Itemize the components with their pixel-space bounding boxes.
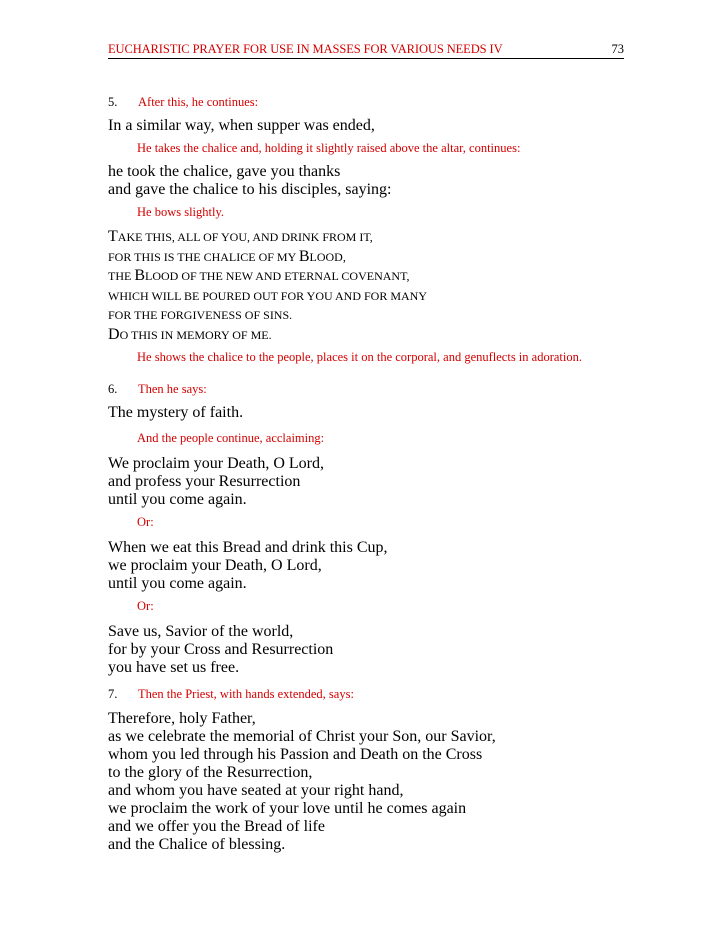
page-header — [108, 40, 624, 59]
consecration-line: DO THIS IN MEMORY OF ME. — [108, 326, 272, 343]
rubric: He bows slightly. — [137, 205, 225, 219]
prayer-line: and whom you have seated at your right hand, — [108, 782, 404, 799]
prayer-line: we proclaim the work of your love until he comes again — [108, 800, 467, 817]
rubric: Then he says: — [138, 382, 207, 396]
section-6-heading — [108, 382, 207, 397]
consecration-line: THE BLOOD OF THE NEW AND ETERNAL COVENANT, — [108, 267, 410, 284]
text-line: and gave the chalice to his disciples, saying: — [108, 181, 392, 198]
rubric-or: Or: — [137, 515, 154, 529]
acclamation-line: and profess your Resurrection — [108, 473, 301, 490]
consecration-line: FOR THE FORGIVENESS OF SINS. — [108, 308, 293, 322]
acclamation-line: for by your Cross and Resurrection — [108, 641, 334, 658]
rubric: After this, he continues: — [138, 95, 259, 109]
prayer-line: as we celebrate the memorial of Christ your Son, our Savior, — [108, 728, 496, 745]
prayer-line: and the Chalice of blessing. — [108, 836, 286, 853]
text-line: In a similar way, when supper was ended, — [108, 117, 375, 134]
acclamation-line: until you come again. — [108, 575, 247, 592]
acclamation-line: until you come again. — [108, 491, 247, 508]
consecration-line: FOR THIS IS THE CHALICE OF MY BLOOD, — [108, 248, 346, 265]
acclamation-line: you have set us free. — [108, 659, 240, 676]
text-line: The mystery of faith. — [108, 404, 244, 421]
rubric: He shows the chalice to the people, places it on the corporal, and genuflects in adoration. — [137, 350, 582, 364]
acclamation-line: we proclaim your Death, O Lord, — [108, 557, 322, 574]
rubric: And the people continue, acclaiming: — [137, 431, 325, 445]
rubric: Then the Priest, with hands extended, says: — [138, 687, 354, 701]
page-number: 73 — [611, 42, 624, 56]
section-5-heading — [108, 95, 258, 110]
prayer-line: to the glory of the Resurrection, — [108, 764, 313, 781]
section-7-heading — [108, 687, 354, 702]
prayer-line: Therefore, holy Father, — [108, 710, 256, 727]
section-number: 7. — [108, 687, 118, 701]
rubric: He takes the chalice and, holding it slightly raised above the altar, continues: — [137, 141, 521, 155]
acclamation-line: Save us, Savior of the world, — [108, 623, 294, 640]
section-number: 5. — [108, 95, 118, 109]
consecration-line: TAKE THIS, ALL OF YOU, AND DRINK FROM IT, — [108, 228, 373, 245]
rubric-or: Or: — [137, 599, 154, 613]
prayer-line: whom you led through his Passion and Death on the Cross — [108, 746, 483, 763]
prayer-line: and we offer you the Bread of life — [108, 818, 325, 835]
acclamation-line: When we eat this Bread and drink this Cup, — [108, 539, 388, 556]
header-title: EUCHARISTIC PRAYER FOR USE IN MASSES FOR VARIOUS NEEDS IV — [108, 42, 503, 56]
section-number: 6. — [108, 382, 118, 396]
acclamation-line: We proclaim your Death, O Lord, — [108, 455, 324, 472]
text-line: he took the chalice, gave you thanks — [108, 163, 341, 180]
consecration-line: WHICH WILL BE POURED OUT FOR YOU AND FOR MANY — [108, 289, 428, 303]
